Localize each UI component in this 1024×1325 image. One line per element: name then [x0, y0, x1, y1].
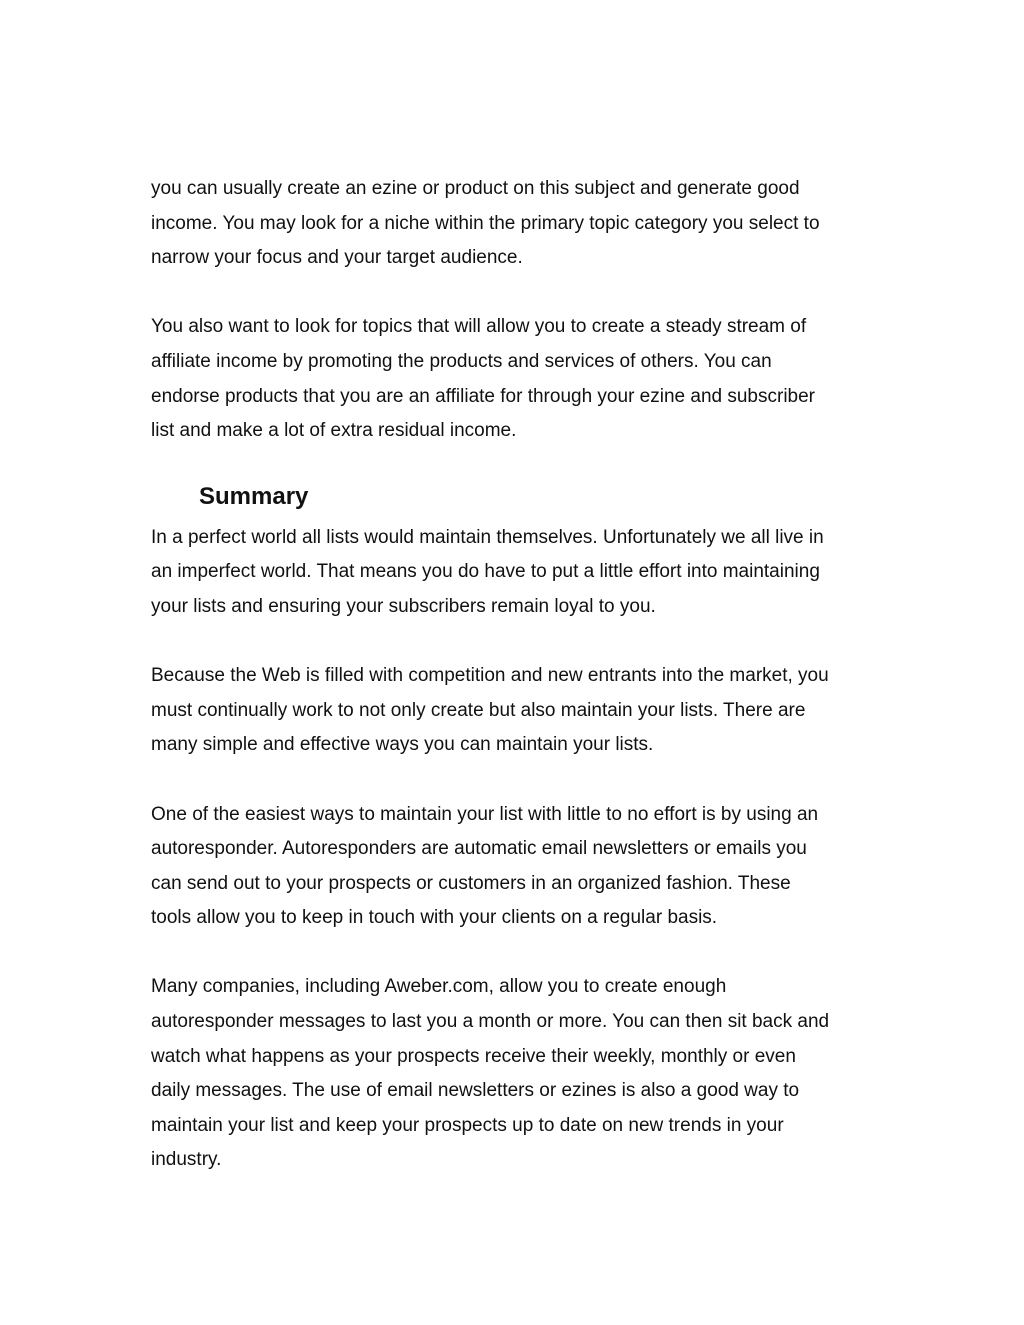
text-line: One of the easiest ways to maintain your list with little to no effort is by using an: [151, 803, 819, 825]
text-line: tools allow you to keep in touch with your clients on a regular basis.: [151, 907, 718, 929]
text-line: income. You may look for a niche within the primary topic category you select to: [151, 212, 820, 234]
text-line: narrow your focus and your target audience.: [151, 247, 523, 269]
text-line: You also want to look for topics that will allow you to create a steady stream of: [151, 316, 807, 338]
text-line: endorse products that you are an affiliate for through your ezine and subscriber: [151, 385, 815, 407]
paragraph-perfect-world: [151, 521, 881, 625]
paragraph-niche-income: [151, 172, 881, 276]
document-page: [151, 172, 881, 1178]
text-line: Because the Web is filled with competition and new entrants into the market, you: [151, 665, 829, 687]
paragraph-aweber: [151, 970, 881, 1178]
paragraph-competition: [151, 659, 881, 763]
text-line: must continually work to not only create but also maintain your lists. There are: [151, 699, 806, 721]
text-line: many simple and effective ways you can maintain your lists.: [151, 734, 654, 756]
paragraph-spacer: [151, 276, 881, 311]
paragraph-spacer: [151, 763, 881, 798]
text-line: you can usually create an ezine or product on this subject and generate good: [151, 178, 800, 199]
section-heading-summary: Summary: [199, 482, 309, 510]
text-line: Many companies, including Aweber.com, allow you to create enough: [151, 976, 727, 998]
paragraph-autoresponder: [151, 798, 881, 936]
text-line: industry.: [151, 1149, 222, 1171]
text-line: affiliate income by promoting the products and services of others. You can: [151, 350, 772, 372]
text-line: can send out to your prospects or customers in an organized fashion. These: [151, 872, 791, 894]
text-line: list and make a lot of extra residual income.: [151, 420, 517, 442]
paragraph-spacer: [151, 936, 881, 971]
text-line: daily messages. The use of email newsletters or ezines is also a good way to: [151, 1080, 800, 1102]
text-line: an imperfect world. That means you do have to put a little effort into maintaining: [151, 561, 820, 583]
text-line: maintain your list and keep your prospects up to date on new trends in your: [151, 1114, 784, 1136]
text-line: In a perfect world all lists would maintain themselves. Unfortunately we all live in: [151, 526, 824, 548]
paragraph-spacer: [151, 625, 881, 660]
text-line: autoresponder messages to last you a month or more. You can then sit back and: [151, 1011, 830, 1033]
paragraph-affiliate-income: [151, 310, 881, 448]
text-line: watch what happens as your prospects receive their weekly, monthly or even: [151, 1045, 796, 1067]
text-line: your lists and ensuring your subscribers remain loyal to you.: [151, 595, 656, 617]
text-line: autoresponder. Autoresponders are automatic email newsletters or emails you: [151, 838, 807, 860]
